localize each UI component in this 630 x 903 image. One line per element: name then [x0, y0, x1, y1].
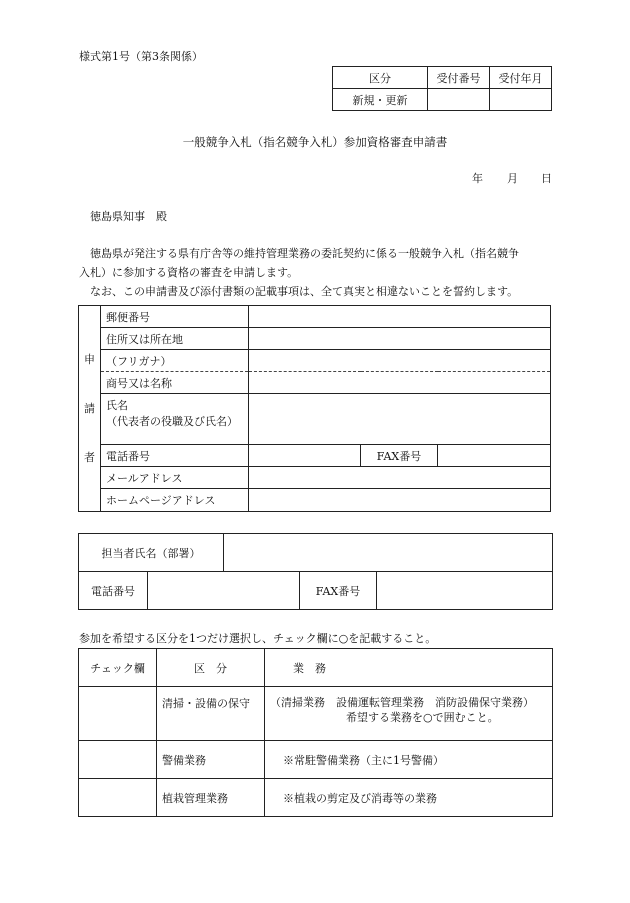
- homepage-label: ホームページアドレス: [101, 489, 249, 512]
- phone-field[interactable]: [249, 445, 361, 467]
- furigana-field[interactable]: [249, 350, 551, 372]
- reception-table: [332, 66, 552, 111]
- date-month: 月: [507, 172, 518, 185]
- form-number: 様式第1号（第3条関係）: [79, 50, 203, 63]
- reception-date-field[interactable]: [490, 89, 552, 111]
- date-year: 年: [472, 172, 483, 185]
- date-day: 日: [541, 172, 552, 185]
- contact-person-label: 担当者氏名（部署）: [79, 534, 224, 572]
- body-line-1: 徳島県が発注する県有庁舎等の維持管理業務の委託契約に係る一般競争入札（指名競争: [90, 247, 519, 260]
- division-planting: 植栽管理業務: [157, 779, 265, 817]
- body-line-3: なお、この申請書及び添付書類の記載事項は、全て真実と相違ないことを誓約します。: [90, 285, 519, 298]
- reception-header-number: 受付番号: [428, 67, 490, 89]
- division-cleaning: 清掃・設備の保守: [157, 687, 265, 741]
- email-label: メールアドレス: [101, 467, 249, 489]
- body-text: [79, 244, 554, 301]
- homepage-field[interactable]: [249, 489, 551, 512]
- name-field[interactable]: [249, 394, 551, 445]
- company-field[interactable]: [249, 372, 551, 394]
- work-cleaning-note: 希望する業務を○で囲むこと。: [346, 711, 499, 724]
- header-division: 区 分: [157, 649, 265, 687]
- phone-label: 電話番号: [101, 445, 249, 467]
- address-field[interactable]: [249, 328, 551, 350]
- category-table: [78, 648, 553, 817]
- check-cell-planting[interactable]: [79, 779, 157, 817]
- header-check: チェック欄: [79, 649, 157, 687]
- company-label: 商号又は名称: [101, 372, 249, 394]
- check-cell-security[interactable]: [79, 741, 157, 779]
- side-char-1: 申: [84, 352, 95, 366]
- work-cleaning-cell: [265, 687, 553, 741]
- check-cell-cleaning[interactable]: [79, 687, 157, 741]
- contact-fax-field[interactable]: [377, 572, 553, 610]
- email-field[interactable]: [249, 467, 551, 489]
- reception-row-label: 新規・更新: [333, 89, 428, 111]
- reception-header-division: 区分: [333, 67, 428, 89]
- contact-person-field[interactable]: [224, 534, 553, 572]
- name-label-cell: [101, 394, 249, 445]
- work-security: ※常駐警備業務（主に1号警備）: [265, 741, 553, 779]
- body-line-2: 入札）に参加する資格の審査を申請します。: [79, 266, 299, 279]
- contact-table: [78, 533, 553, 610]
- header-work: 業 務: [265, 649, 553, 687]
- document-title: 一般競争入札（指名競争入札）参加資格審査申請書: [182, 135, 448, 149]
- addressee: 徳島県知事 殿: [90, 210, 167, 223]
- division-security: 警備業務: [157, 741, 265, 779]
- contact-phone-field[interactable]: [148, 572, 300, 610]
- name-label: 氏名: [106, 399, 128, 412]
- contact-fax-label: FAX番号: [300, 572, 377, 610]
- applicant-table: [78, 305, 551, 512]
- reception-number-field[interactable]: [428, 89, 490, 111]
- fax-label: FAX番号: [361, 445, 438, 467]
- furigana-label: （フリガナ）: [101, 350, 249, 372]
- contact-phone-label: 電話番号: [79, 572, 148, 610]
- work-cleaning: （清掃業務 設備運転管理業務 消防設備保守業務）: [270, 696, 534, 709]
- address-label: 住所又は所在地: [101, 328, 249, 350]
- postal-field[interactable]: [249, 306, 551, 328]
- reception-header-date: 受付年月: [490, 67, 552, 89]
- instruction-text: 参加を希望する区分を1つだけ選択し、チェック欄に○を記載すること。: [79, 632, 437, 645]
- fax-field[interactable]: [438, 445, 551, 467]
- side-char-3: 者: [84, 450, 95, 464]
- name-note: （代表者の役職及び氏名）: [106, 415, 238, 428]
- applicant-side-label: [79, 306, 101, 512]
- work-planting: ※植栽の剪定及び消毒等の業務: [265, 779, 553, 817]
- side-char-2: 請: [84, 401, 95, 415]
- postal-label: 郵便番号: [101, 306, 249, 328]
